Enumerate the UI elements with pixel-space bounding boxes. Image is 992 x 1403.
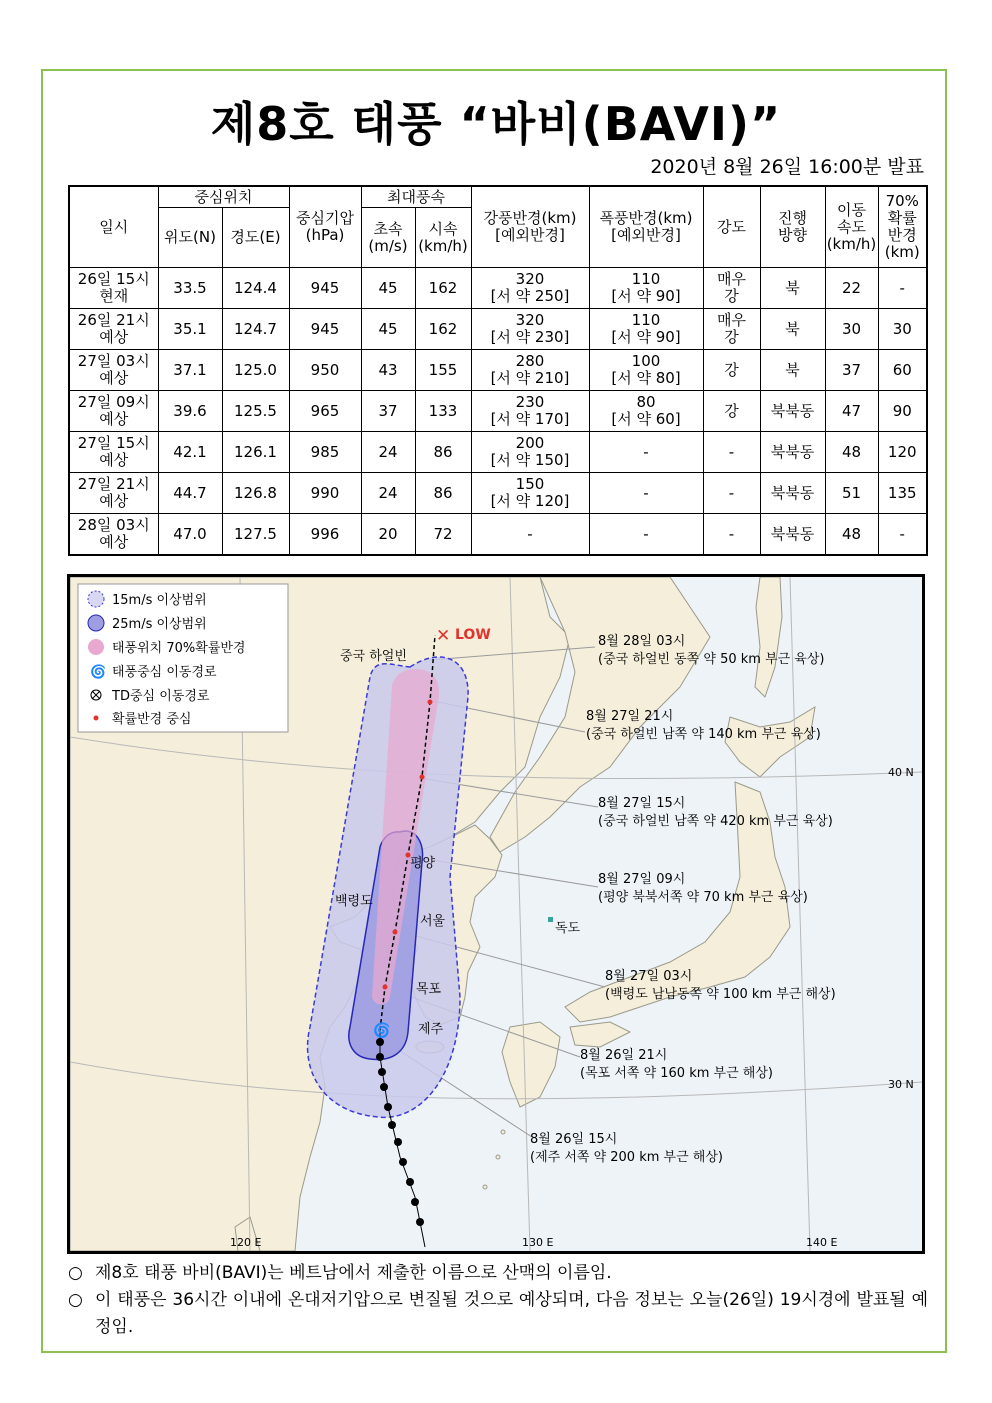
cell-kmh: 86 — [415, 473, 471, 514]
cell-kmh: 133 — [415, 391, 471, 432]
cell-dir: 북 — [760, 350, 825, 391]
cell-intensity: 강 — [703, 350, 760, 391]
probability-center-point — [428, 700, 433, 705]
cell-gale: 320 [서 약 230] — [471, 309, 589, 350]
past-position-marker — [416, 1218, 424, 1226]
table-row — [69, 268, 927, 309]
cell-prob: - — [878, 268, 927, 309]
cell-lon: 126.1 — [222, 432, 289, 473]
annotation-4-time: 8월 27일 03시 — [605, 969, 693, 984]
cell-lat: 44.7 — [158, 473, 222, 514]
past-position-marker — [399, 1158, 407, 1166]
annotation-0-desc: (중국 하얼빈 동쪽 약 50 km 부근 육상) — [598, 652, 825, 667]
cell-speed: 37 — [825, 350, 878, 391]
cell-dir: 북북동 — [760, 432, 825, 473]
table-row — [69, 350, 927, 391]
legend-swatch-15ms — [88, 591, 104, 607]
cell-time: 26일 15시 현재 — [69, 268, 158, 309]
note-bullet: ○ — [68, 1263, 83, 1283]
annotation-3-desc: (평양 북북서쪽 약 70 km 부근 육상) — [598, 890, 808, 905]
place-mokpo: 목포 — [416, 982, 442, 997]
header-intensity: 강도 — [703, 186, 760, 268]
past-position-marker — [376, 1038, 384, 1046]
annotation-1-desc: (중국 하얼빈 남쪽 약 140 km 부근 육상) — [586, 727, 821, 742]
cell-pressure: 965 — [289, 391, 361, 432]
cell-time: 27일 09시 예상 — [69, 391, 158, 432]
annotation-2-time: 8월 27일 15시 — [598, 796, 686, 811]
annotation-3-time: 8월 27일 09시 — [598, 872, 686, 887]
past-position-marker — [388, 1121, 396, 1129]
header-wind-ms: 초속 (m/s) — [361, 208, 415, 268]
cell-kmh: 162 — [415, 268, 471, 309]
header-wind-kmh: 시속 (km/h) — [415, 208, 471, 268]
cell-prob: 135 — [878, 473, 927, 514]
cell-ms: 37 — [361, 391, 415, 432]
cell-prob: 90 — [878, 391, 927, 432]
cell-intensity: - — [703, 514, 760, 556]
land-islands — [496, 1155, 500, 1159]
low-label: LOW — [455, 627, 491, 643]
past-position-marker — [380, 1083, 388, 1091]
cell-pressure: 945 — [289, 268, 361, 309]
past-position-marker — [384, 1103, 392, 1111]
legend-label-center: 확률반경 중심 — [112, 712, 192, 727]
cell-gale: 280 [서 약 210] — [471, 350, 589, 391]
note-item — [68, 1260, 928, 1287]
cell-dir: 북북동 — [760, 514, 825, 556]
header-datetime: 일시 — [69, 186, 158, 268]
header-lon: 경도(E) — [222, 208, 289, 268]
table-row — [69, 391, 927, 432]
axis-lat-30: 30 N — [888, 1078, 914, 1091]
low-x-icon: ✕ — [436, 626, 451, 646]
map-legend — [78, 584, 288, 732]
legend-label-track: 태풍중심 이동경로 — [112, 665, 217, 680]
cell-speed: 48 — [825, 432, 878, 473]
place-jeju: 제주 — [418, 1022, 444, 1037]
cell-pressure: 950 — [289, 350, 361, 391]
cell-ms: 20 — [361, 514, 415, 556]
place-baengnyeong: 백령도 — [335, 894, 373, 909]
legend-swatch-prob — [88, 639, 104, 655]
header-speed: 이동 속도 (km/h) — [825, 186, 878, 268]
header-center-position: 중심위치 — [158, 186, 289, 208]
dokdo-marker — [548, 917, 553, 922]
cell-prob: 120 — [878, 432, 927, 473]
note-text: 이 태풍은 36시간 이내에 온대저기압으로 변질될 것으로 예상되며, 다음 정보는 오늘(26일) 19시경에 발표될 예정임. — [95, 1290, 928, 1337]
cell-pressure: 996 — [289, 514, 361, 556]
cell-storm: 80 [서 약 60] — [589, 391, 703, 432]
cell-ms: 24 — [361, 432, 415, 473]
land-islands — [501, 1130, 505, 1134]
probability-center-point — [420, 775, 425, 780]
cell-time: 28일 03시 예상 — [69, 514, 158, 556]
cell-storm: - — [589, 514, 703, 556]
legend-typhoon-icon: 🌀 — [90, 665, 107, 680]
past-position-marker — [406, 1178, 414, 1186]
cell-lon: 125.5 — [222, 391, 289, 432]
cell-storm: - — [589, 473, 703, 514]
cell-prob: - — [878, 514, 927, 556]
cell-lat: 35.1 — [158, 309, 222, 350]
cell-speed: 51 — [825, 473, 878, 514]
cell-gale: 320 [서 약 250] — [471, 268, 589, 309]
cell-kmh: 86 — [415, 432, 471, 473]
legend-label-td: TD중심 이동경로 — [112, 689, 210, 704]
header-direction: 진행 방향 — [760, 186, 825, 268]
header-lat: 위도(N) — [158, 208, 222, 268]
table-row — [69, 432, 927, 473]
annotation-6-desc: (제주 서쪽 약 200 km 부근 해상) — [530, 1150, 723, 1165]
probability-center-point — [383, 985, 388, 990]
table-row — [69, 309, 927, 350]
forecast-table — [68, 185, 928, 556]
header-prob-radius: 70% 확률 반경 (km) — [878, 186, 927, 268]
cell-pressure: 990 — [289, 473, 361, 514]
cell-intensity: 강 — [703, 391, 760, 432]
past-position-marker — [376, 1053, 384, 1061]
map-svg — [70, 577, 922, 1251]
axis-lon-130: 130 E — [522, 1236, 554, 1249]
cell-lon: 125.0 — [222, 350, 289, 391]
cell-lat: 37.1 — [158, 350, 222, 391]
cell-intensity: - — [703, 432, 760, 473]
header-max-wind: 최대풍속 — [361, 186, 471, 208]
annotation-6-time: 8월 26일 15시 — [530, 1132, 618, 1147]
cell-storm: - — [589, 432, 703, 473]
cell-kmh: 162 — [415, 309, 471, 350]
current-typhoon-symbol: 🌀 — [373, 1023, 391, 1039]
cell-intensity: - — [703, 473, 760, 514]
axis-lon-120: 120 E — [230, 1236, 262, 1249]
annotation-1-time: 8월 27일 21시 — [586, 709, 674, 724]
cell-lon: 124.4 — [222, 268, 289, 309]
legend-swatch-25ms — [88, 615, 104, 631]
legend-label-prob: 태풍위치 70%확률반경 — [112, 641, 246, 656]
cell-ms: 43 — [361, 350, 415, 391]
cell-time: 27일 03시 예상 — [69, 350, 158, 391]
header-storm-radius: 폭풍반경(km) [예외반경] — [589, 186, 703, 268]
cell-storm: 110 [서 약 90] — [589, 268, 703, 309]
legend-center-dot — [94, 716, 99, 721]
cell-gale: 150 [서 약 120] — [471, 473, 589, 514]
cell-speed: 22 — [825, 268, 878, 309]
cell-dir: 북북동 — [760, 391, 825, 432]
cell-dir: 북북동 — [760, 473, 825, 514]
cell-time: 27일 15시 예상 — [69, 432, 158, 473]
cell-gale: 200 [서 약 150] — [471, 432, 589, 473]
place-seoul: 서울 — [420, 914, 446, 929]
probability-center-point — [393, 930, 398, 935]
cell-prob: 30 — [878, 309, 927, 350]
annotation-5-desc: (목포 서쪽 약 160 km 부근 해상) — [580, 1066, 773, 1081]
cell-lon: 126.8 — [222, 473, 289, 514]
page-title: 제8호 태풍 “바비(BAVI)” — [210, 97, 782, 151]
cell-prob: 60 — [878, 350, 927, 391]
cell-lon: 127.5 — [222, 514, 289, 556]
cell-intensity: 매우 강 — [703, 309, 760, 350]
cell-dir: 북 — [760, 268, 825, 309]
cell-gale: 230 [서 약 170] — [471, 391, 589, 432]
cell-dir: 북 — [760, 309, 825, 350]
land-islands — [483, 1185, 487, 1189]
annotation-4-desc: (백령도 남남동쪽 약 100 km 부근 해상) — [605, 987, 836, 1002]
legend-label-25ms: 25m/s 이상범위 — [112, 617, 207, 632]
cell-ms: 24 — [361, 473, 415, 514]
cell-gale: - — [471, 514, 589, 556]
cell-time: 26일 21시 예상 — [69, 309, 158, 350]
cell-speed: 48 — [825, 514, 878, 556]
cell-time: 27일 21시 예상 — [69, 473, 158, 514]
cell-intensity: 매우 강 — [703, 268, 760, 309]
issued-date: 2020년 8월 26일 16:00분 발표 — [650, 156, 924, 178]
place-dokdo: 독도 — [555, 921, 581, 936]
cell-lat: 42.1 — [158, 432, 222, 473]
note-bullet: ○ — [68, 1290, 83, 1310]
cell-pressure: 945 — [289, 309, 361, 350]
table-row — [69, 514, 927, 556]
cell-kmh: 155 — [415, 350, 471, 391]
place-harbin: 중국 하얼빈 — [340, 649, 407, 664]
header-pressure: 중심기압 (hPa) — [289, 186, 361, 268]
cell-kmh: 72 — [415, 514, 471, 556]
cell-ms: 45 — [361, 268, 415, 309]
annotation-2-desc: (중국 하얼빈 남쪽 약 420 km 부근 육상) — [598, 814, 833, 829]
past-position-marker — [394, 1138, 402, 1146]
cell-lat: 39.6 — [158, 391, 222, 432]
table-row — [69, 473, 927, 514]
annotation-0-time: 8월 28일 03시 — [598, 634, 686, 649]
cell-storm: 100 [서 약 80] — [589, 350, 703, 391]
cell-lat: 33.5 — [158, 268, 222, 309]
cell-storm: 110 [서 약 90] — [589, 309, 703, 350]
legend-label-15ms: 15m/s 이상범위 — [112, 593, 207, 608]
axis-lat-40: 40 N — [888, 766, 914, 779]
cell-lon: 124.7 — [222, 309, 289, 350]
notes — [68, 1260, 928, 1341]
note-item — [68, 1287, 928, 1341]
cell-lat: 47.0 — [158, 514, 222, 556]
cell-speed: 30 — [825, 309, 878, 350]
cell-ms: 45 — [361, 309, 415, 350]
past-position-marker — [378, 1068, 386, 1076]
annotation-5-time: 8월 26일 21시 — [580, 1048, 668, 1063]
cell-pressure: 985 — [289, 432, 361, 473]
axis-lon-140: 140 E — [806, 1236, 838, 1249]
cell-speed: 47 — [825, 391, 878, 432]
header-gale-radius: 강풍반경(km) [예외반경] — [471, 186, 589, 268]
place-pyongyang: 평양 — [410, 856, 436, 871]
past-position-marker — [411, 1198, 419, 1206]
typhoon-track-map — [67, 574, 925, 1254]
note-text: 제8호 태풍 바비(BAVI)는 베트남에서 제출한 이름으로 산맥의 이름임. — [95, 1263, 612, 1283]
